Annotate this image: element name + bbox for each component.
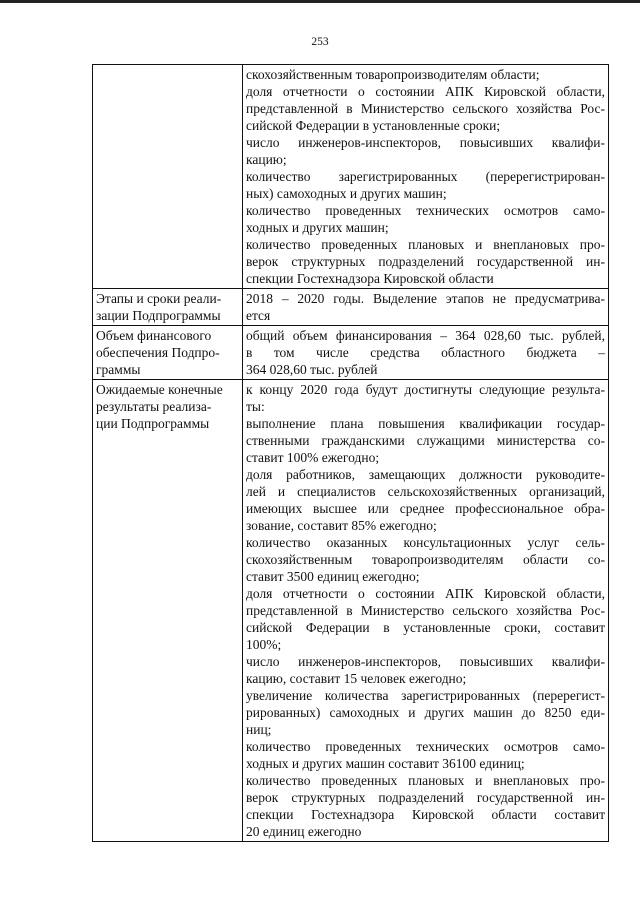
content-line: верок структурных подразделений государственной ин- — [246, 790, 605, 805]
content-line: доля отчетности о состоянии АПК Кировской области, — [246, 84, 605, 99]
content-line: количество зарегистрированных (перерегистрирован- — [246, 169, 605, 184]
content-line: кацию; — [246, 152, 287, 167]
content-line: ставит 3500 единиц ежегодно; — [246, 569, 420, 584]
content-line: ходных и других машин составит 36100 единиц; — [246, 756, 525, 771]
row-content-cell — [243, 65, 609, 289]
table-row — [93, 326, 609, 380]
content-line: скохозяйственным товаропроизводителям области; — [246, 67, 540, 82]
row-content-cell — [243, 289, 609, 326]
content-line: к концу 2020 года будут достигнуты следующие результа- — [246, 382, 605, 397]
label-line: Ожидаемые конечные — [96, 382, 223, 397]
content-line: ственными гражданскими служащими министерства со- — [246, 433, 605, 448]
content-line: рированных) самоходных и других машин до 8250 еди- — [246, 705, 605, 720]
content-line: ных) самоходных и других машин; — [246, 186, 447, 201]
label-line: Этапы и сроки реали- — [96, 291, 222, 306]
content-line: сийской Федерации в установленные сроки, составит — [246, 620, 605, 635]
content-line: количество проведенных плановых и внеплановых про- — [246, 237, 605, 252]
content-line: представленной в Министерство сельского хозяйства Рос- — [246, 603, 605, 618]
label-line: зации Подпрограммы — [96, 308, 221, 323]
content-line: доля отчетности о состоянии АПК Кировской области, — [246, 586, 605, 601]
content-line: доля работников, замещающих должности руководите- — [246, 467, 605, 482]
content-line: количество проведенных плановых и внеплановых про- — [246, 773, 605, 788]
content-line: ется — [246, 308, 271, 323]
row-label-cell — [93, 289, 243, 326]
content-line: количество оказанных консультационных услуг сель- — [246, 535, 605, 550]
row-label-cell — [93, 380, 243, 842]
content-line: выполнение плана повышения квалификации государ- — [246, 416, 605, 431]
content-line: количество проведенных технических осмотров само- — [246, 203, 605, 218]
row-label-cell — [93, 326, 243, 380]
content-line: 100%; — [246, 637, 282, 652]
table-row — [93, 289, 609, 326]
content-line: количество проведенных технических осмотров само- — [246, 739, 605, 754]
row-label-cell — [93, 65, 243, 289]
label-line: обеспечения Подпро- — [96, 345, 220, 360]
content-line: 20 единиц ежегодно — [246, 824, 362, 839]
content-line: зование, составит 85% ежегодно; — [246, 518, 437, 533]
label-line: Объем финансового — [96, 328, 212, 343]
content-line: спекции Гостехнадзора Кировской области составит — [246, 807, 605, 822]
page-number: 253 — [311, 36, 329, 48]
content-line: 2018 – 2020 годы. Выделение этапов не предусматрива- — [246, 291, 605, 306]
table-row — [93, 65, 609, 289]
content-line: имеющих высшее или среднее профессиональное обра- — [246, 501, 605, 516]
content-line: 364 028,60 тыс. рублей — [246, 362, 378, 377]
content-line: увеличение количества зарегистрированных (перерегист- — [246, 688, 605, 703]
row-content-cell — [243, 326, 609, 380]
content-line: верок структурных подразделений государственной ин- — [246, 254, 605, 269]
content-line: число инженеров-инспекторов, повысивших квалифи- — [246, 135, 605, 150]
subprogram-passport-table — [92, 64, 609, 842]
top-rule — [0, 0, 640, 3]
label-line: граммы — [96, 362, 141, 377]
content-line: представленной в Министерство сельского хозяйства Рос- — [246, 101, 605, 116]
content-line: ты: — [246, 399, 265, 414]
content-line: скохозяйственным товаропроизводителям области со- — [246, 552, 605, 567]
label-line: результаты реализа- — [96, 399, 212, 414]
content-line: лей и специалистов сельскохозяйственных организаций, — [246, 484, 605, 499]
content-line: сийской Федерации в установленные сроки; — [246, 118, 501, 133]
content-line: ниц; — [246, 722, 272, 737]
content-line: число инженеров-инспекторов, повысивших квалифи- — [246, 654, 605, 669]
table-row — [93, 380, 609, 842]
content-line: ставит 100% ежегодно; — [246, 450, 380, 465]
content-line: в том числе средства областного бюджета – — [246, 345, 605, 360]
content-line: кацию, составит 15 человек ежегодно; — [246, 671, 467, 686]
row-content-cell — [243, 380, 609, 842]
content-line: общий объем финансирования – 364 028,60 тыс. рублей, — [246, 328, 605, 343]
label-line: ции Подпрограммы — [96, 416, 210, 431]
content-line: спекции Гостехнадзора Кировской области — [246, 271, 494, 286]
content-line: ходных и других машин; — [246, 220, 389, 235]
